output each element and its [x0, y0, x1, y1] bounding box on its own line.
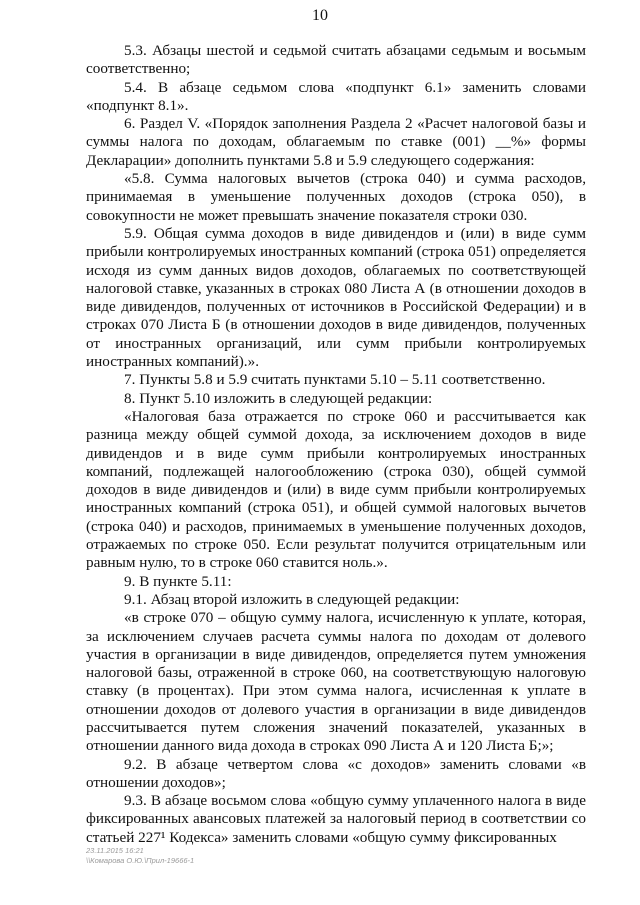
paragraph-5-8-quote: «5.8. Сумма налоговых вычетов (строка 040) и сумма расходов, принимаемая в уменьшение полученных доходов (строка 050), в совокупности не может превышать значение показателя строки 030. — [86, 170, 586, 224]
paragraph-5-4: 5.4. В абзаце седьмом слова «подпункт 6.1» заменить словами «подпункт 8.1». — [86, 78, 586, 114]
paragraph-9-1: 9.1. Абзац второй изложить в следующей редакции: — [124, 590, 460, 608]
paragraph-9: 9. В пункте 5.11: — [124, 572, 232, 590]
footer-file-path: \\Комарова О.Ю.\Прил-19666-1 — [86, 856, 195, 865]
paragraph-9-3: 9.3. В абзаце восьмом слова «общую сумму уплаченного налога в виде фиксированных авансовых платежей за налоговый период в соответствии со статьей 227¹ Кодекса» заменить словами «общую сумму фиксированных — [86, 792, 586, 846]
paragraph-7: 7. Пункты 5.8 и 5.9 считать пунктами 5.10 – 5.11 соответственно. — [124, 371, 546, 389]
document-body — [86, 42, 586, 847]
document-footer — [86, 846, 194, 866]
paragraph-6: 6. Раздел V. «Порядок заполнения Раздела 2 «Расчет налоговой базы и суммы налога по доходам, облагаемым по ставке (001) __%» формы Декларации» дополнить пунктами 5.8 и 5.9 следующего содержания: — [86, 115, 586, 169]
paragraph-5-9-quote: 5.9. Общая сумма доходов в виде дивидендов и (или) в виде сумм прибыли контролируемых иностранных компаний (строка 051) определяется исходя из сумм данных видов доходов, облагаемых по соответствующей налоговой ставке, указанных в строках 080 Листа А (в отношении доходов в виде дивидендов, полученных от источников в Российской Федерации) и в строках 070 Листа Б (в отношении доходов в виде дивидендов, полученных от иностранных организаций, или сумм прибыли контролируемых иностранных компаний).». — [86, 224, 586, 371]
paragraph-9-1-quote: «в строке 070 – общую сумму налога, исчисленную к уплате, которая, за исключением случаев расчета суммы налога по доходам от долевого участия в организации в виде дивидендов, определяется путем умножения налоговой базы, отраженной в строке 060, на соответствующую налоговую ставку (в процентах). При этом сумма налога, исчисленная к уплате в отношении доходов от долевого участия в организации в виде дивидендов рассчитывается путем сложения значений показателей, указанных в отношении данного вида дохода в строках 090 Листа А и 120 Листа Б;»; — [86, 609, 586, 755]
paragraph-8-quote: «Налоговая база отражается по строке 060 и рассчитывается как разница между общей суммой дохода, за исключением доходов в виде дивидендов и в виде сумм прибыли контролируемых иностранных компаний, подлежащей налогообложению (строка 030), общей суммой доходов в виде дивидендов и (или) в виде сумм прибыли контролируемых иностранных компаний (строка 051), и общей суммой налоговых вычетов (строка 040) и расходов, принимаемых в уменьшение полученных доходов, отражаемых по строке 050. Если результат получится отрицательным или равным нулю, то в строке 060 ставится ноль.». — [86, 407, 586, 572]
paragraph-9-2: 9.2. В абзаце четвертом слова «с доходов» заменить словами «в отношении доходов»; — [86, 755, 586, 791]
footer-timestamp: 23.11.2015 16:21 — [86, 846, 144, 855]
paragraph-8: 8. Пункт 5.10 изложить в следующей редакции: — [124, 389, 433, 407]
page-number: 10 — [312, 7, 328, 24]
paragraph-5-3: 5.3. Абзацы шестой и седьмой считать абзацами седьмым и восьмым соответственно; — [86, 42, 586, 78]
